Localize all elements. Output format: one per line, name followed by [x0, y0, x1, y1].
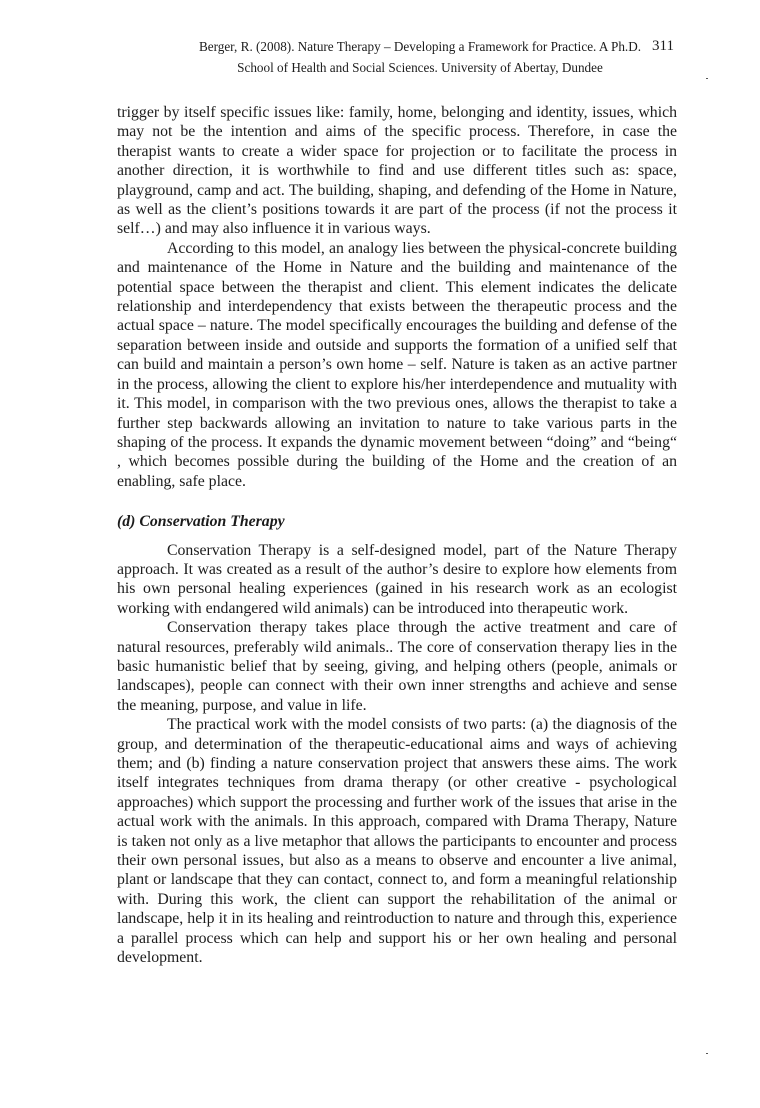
section-heading-conservation-therapy: (d) Conservation Therapy [117, 513, 285, 531]
page-number: 311 [652, 38, 674, 54]
paragraph-conservation-intro: Conservation Therapy is a self-designed model, part of the Nature Therapy approach. It was created as a result of the author’s desire to explore how elements from his own personal healing experiences (gained in his research work as an ecologist working with endangered wild animals) can be introduced into therapeutic work. [117, 541, 677, 617]
header-institution-line: School of Health and Social Sciences. University of Abertay, Dundee [237, 60, 603, 75]
running-header [150, 36, 690, 78]
header-citation-line: Berger, R. (2008). Nature Therapy – Developing a Framework for Practice. A Ph.D. [198, 39, 642, 54]
body-text [117, 103, 677, 967]
paragraph-conservation-core: Conservation therapy takes place through the active treatment and care of natural resources, preferably wild animals.. The core of conservation therapy lies in the basic humanistic belief that by seeing, giving, and helping others (people, animals or landscapes), people can connect with their own inner strengths and achieve and sense the meaning, purpose, and value in life. [117, 619, 677, 714]
paragraph-conservation-practice: The practical work with the model consists of two parts: (a) the diagnosis of the group, and determination of the therapeutic-educational aims and ways of achieving them; and (b) finding a nature conservation project that answers these aims. The work itself integrates techniques from drama therapy (or other creative - psychological approaches) which support the processing and further work of the issues that arise in the actual work with the animals. In this approach, compared with Drama Therapy, Nature is taken not only as a live metaphor that allows the participants to encounter and process their own personal issues, but also as a means to observe and encounter a live animal, plant or landscape that they can contact, connect to, and form a meaningful relationship with. During this work, the client can support the rehabilitation of the animal or landscape, help it in its healing and reintroduction to nature and through this, experience a parallel process which can help and support his or her own healing and personal development. [117, 716, 677, 967]
scan-speck-bottom [706, 1053, 708, 1054]
paragraph-home-in-nature-analogy: According to this model, an analogy lies between the physical-concrete building and maintenance of the Home in Nature and the building and maintenance of the potential space between the therapist and client. This element indicates the delicate relationship and interdependency that exists between the therapeutic process and the actual space – nature. The model specifically encourages the building and defense of the separation between inside and outside and supports the formation of a unified self that can build and maintain a person’s own home – self. Nature is taken as an active partner in the process, allowing the client to explore his/her interdependence and mutuality with it. This model, in comparison with the two previous ones, allows the therapist to take a further step backwards allowing an invitation to nature to take various parts in the shaping of the process. It expands the dynamic movement between “doing” and “being“ , which becomes possible during the building of the Home and the creation of an enabling, safe place. [117, 239, 677, 490]
scan-speck-top [706, 78, 708, 79]
paragraph-continuation: trigger by itself specific issues like: family, home, belonging and identity, issues, which may not be the intention and aims of the specific process. Therefore, in case the therapist wants to create a wider space for projection or to facilitate the process in another direction, it is worthwhile to find and use different titles such as: space, playground, camp and act. The building, shaping, and defending of the Home in Nature, as well as the client’s positions towards it are part of the process (if not the process it self…) and may also influence it in various ways. [117, 104, 677, 238]
